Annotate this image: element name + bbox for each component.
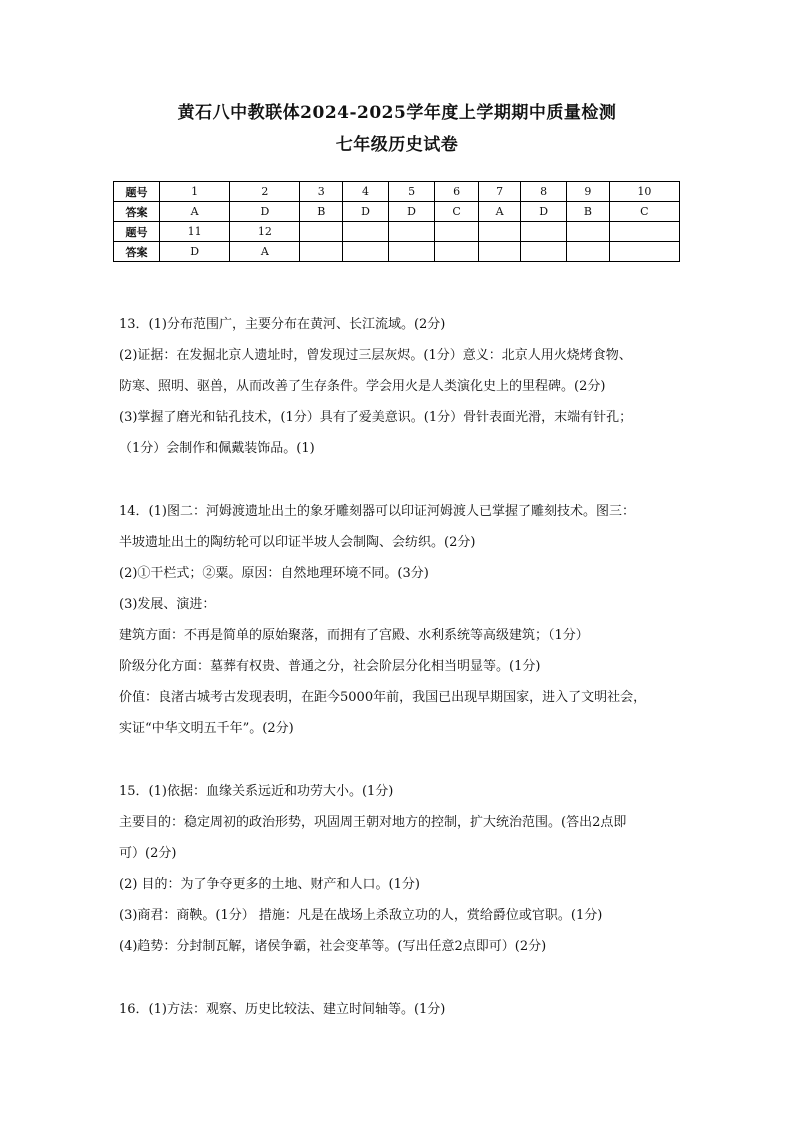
table-cell: 10 xyxy=(609,182,679,202)
table-header-cell: 答案 xyxy=(114,202,160,222)
table-cell xyxy=(300,242,343,262)
table-cell xyxy=(567,222,610,242)
answer-16 xyxy=(119,994,699,1025)
table-cell: 11 xyxy=(160,222,230,242)
answer-line: 可）(2分) xyxy=(119,846,177,861)
answer-line: (2)①干栏式；②粟。原因：自然地理环境不同。(3分) xyxy=(119,566,429,581)
answer-line: (3)掌握了磨光和钻孔技术，(1分）具有了爱美意识。(1分）骨针表面光滑，末端有针孔； xyxy=(119,410,633,425)
table-cell xyxy=(389,222,435,242)
answer-line: 15．(1)依据：血缘关系远近和功劳大小。(1分) xyxy=(119,784,394,799)
table-cell: 4 xyxy=(343,182,389,202)
answer-line: 建筑方面：不再是简单的原始聚落，而拥有了宫殿、水利系统等高级建筑；（1分） xyxy=(119,628,589,643)
table-cell: D xyxy=(230,202,300,222)
table-cell: 5 xyxy=(389,182,435,202)
table-cell: 2 xyxy=(230,182,300,202)
table-cell xyxy=(343,222,389,242)
table-cell xyxy=(609,222,679,242)
table-cell: B xyxy=(300,202,343,222)
table-cell xyxy=(479,242,521,262)
table-cell: A xyxy=(160,202,230,222)
table-header-cell: 题号 xyxy=(114,222,160,242)
table-cell xyxy=(567,242,610,262)
table-row xyxy=(114,222,680,242)
table-cell xyxy=(435,242,479,262)
table-cell: D xyxy=(521,202,567,222)
answer-line: (2) 目的：为了争夺更多的土地、财产和人口。(1分) xyxy=(119,877,420,892)
table-cell: B xyxy=(567,202,610,222)
table-cell xyxy=(479,222,521,242)
document-title: 黄石八中教联体2024-2025学年度上学期期中质量检测 xyxy=(177,103,617,123)
answer-line: (3)商君：商鞅。(1分） 措施：凡是在战场上杀敌立功的人，赏给爵位或官职。(1分) xyxy=(119,908,603,923)
table-cell: A xyxy=(479,202,521,222)
table-cell xyxy=(300,222,343,242)
table-cell xyxy=(343,242,389,262)
table-cell: 8 xyxy=(521,182,567,202)
table-header-cell: 题号 xyxy=(114,182,160,202)
answer-line: (3)发展、演进： xyxy=(119,597,216,612)
answer-line: 14．(1)图二：河姆渡遗址出土的象牙雕刻器可以印证河姆渡人已掌握了雕刻技术。图三： xyxy=(119,504,635,519)
table-cell: 1 xyxy=(160,182,230,202)
table-cell xyxy=(521,242,567,262)
table-row xyxy=(114,242,680,262)
table-cell xyxy=(389,242,435,262)
answer-15 xyxy=(119,776,699,962)
answer-table xyxy=(113,181,680,262)
table-cell: 12 xyxy=(230,222,300,242)
answer-line: (4)趋势：分封制瓦解，诸侯争霸，社会变革等。(写出任意2点即可）(2分) xyxy=(119,939,547,954)
table-cell xyxy=(609,242,679,262)
answer-13 xyxy=(119,309,699,464)
table-row xyxy=(114,182,680,202)
answer-line: 16．(1)方法：观察、历史比较法、建立时间轴等。(1分) xyxy=(119,1002,446,1017)
answer-line: 价值：良渚古城考古发现表明，在距今5000年前，我国已出现早期国家，进入了文明社会， xyxy=(119,690,647,705)
answer-14 xyxy=(119,496,699,744)
table-cell: C xyxy=(609,202,679,222)
table-cell: 9 xyxy=(567,182,610,202)
table-cell: D xyxy=(160,242,230,262)
answer-line: 实证“中华文明五千年”。(2分) xyxy=(119,721,294,736)
answer-line: 防寒、照明、驱兽，从而改善了生存条件。学会用火是人类演化史上的里程碑。(2分) xyxy=(119,379,606,394)
answer-line: (2)证据：在发掘北京人遗址时，曾发现过三层灰烬。(1分）意义：北京人用火烧烤食物、 xyxy=(119,348,632,363)
table-cell: 6 xyxy=(435,182,479,202)
table-cell: D xyxy=(389,202,435,222)
answer-line: 13．(1)分布范围广，主要分布在黄河、长江流域。(2分) xyxy=(119,317,446,332)
table-cell xyxy=(435,222,479,242)
table-cell xyxy=(521,222,567,242)
answer-line: 半坡遗址出土的陶纺轮可以印证半坡人会制陶、会纺织。(2分) xyxy=(119,535,476,550)
table-cell: D xyxy=(343,202,389,222)
table-cell: C xyxy=(435,202,479,222)
table-row xyxy=(114,202,680,222)
answer-line: 阶级分化方面：墓葬有权贵、普通之分，社会阶层分化相当明显等。(1分) xyxy=(119,659,541,674)
table-cell: 3 xyxy=(300,182,343,202)
table-header-cell: 答案 xyxy=(114,242,160,262)
table-cell: A xyxy=(230,242,300,262)
document-subtitle: 七年级历史试卷 xyxy=(335,135,459,155)
answer-line: （1分）会制作和佩戴装饰品。(1) xyxy=(119,441,315,456)
table-cell: 7 xyxy=(479,182,521,202)
answer-line: 主要目的：稳定周初的政治形势，巩固周王朝对地方的控制，扩大统治范围。(答出2点即 xyxy=(119,815,627,830)
